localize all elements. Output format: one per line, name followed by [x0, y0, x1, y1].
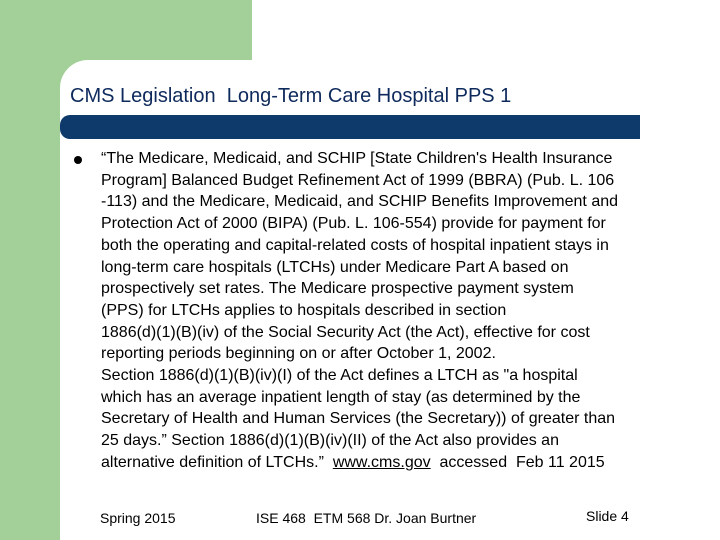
body-line: long-term care hospitals (LTCHs) under Medicare Part A based on	[101, 258, 569, 276]
accessed-date-text: accessed Feb 11 2015	[430, 453, 605, 471]
body-line: Section 1886(d)(1)(B)(iv)(I) of the Act defines a LTCH as "a hospital	[101, 367, 578, 385]
body-line: which has an average inpatient length of stay (as determined by the	[101, 388, 581, 406]
body-line: -113) and the Medicare, Medicaid, and SCHIP Benefits Improvement and	[101, 193, 619, 211]
body-line: Program] Balanced Budget Refinement Act of 1999 (BBRA) (Pub. L. 106	[101, 171, 615, 189]
body-line: Secretary of Health and Human Services (the Secretary)) of greater than	[101, 410, 616, 428]
bullet-text	[101, 148, 691, 474]
bullet-icon	[74, 156, 82, 164]
body-line: (PPS) for LTCHs applies to hospitals described in section	[101, 301, 507, 319]
last-line-prefix: alternative definition of LTCHs.”	[101, 453, 333, 471]
body-line: reporting periods beginning on or after October 1, 2002.	[101, 345, 496, 363]
body-line: “The Medicare, Medicaid, and SCHIP [State Children's Health Insurance	[101, 150, 613, 167]
slide-title: CMS Legislation Long-Term Care Hospital PPS 1	[70, 85, 512, 107]
body-line: 1886(d)(1)(B)(iv) of the Social Security Act (the Act), effective for cost	[101, 323, 590, 341]
body-line: prospectively set rates. The Medicare prospective payment system	[101, 280, 574, 298]
body-line: Protection Act of 2000 (BIPA) (Pub. L. 106-554) provide for payment for	[101, 215, 606, 233]
footer-date: Spring 2015	[100, 510, 176, 526]
footer-course: ISE 468 ETM 568 Dr. Joan Burtner	[256, 510, 477, 526]
body-line: both the operating and capital-related costs of hospital inpatient stays in	[101, 236, 609, 254]
slide-number: Slide 4	[586, 508, 629, 524]
title-underline-bar	[60, 115, 640, 139]
body-line: 25 days.” Section 1886(d)(1)(B)(iv)(II) of the Act also provides an	[101, 432, 559, 450]
cms-gov-link[interactable]: www.cms.gov	[332, 453, 431, 471]
body-last-line	[101, 452, 691, 474]
